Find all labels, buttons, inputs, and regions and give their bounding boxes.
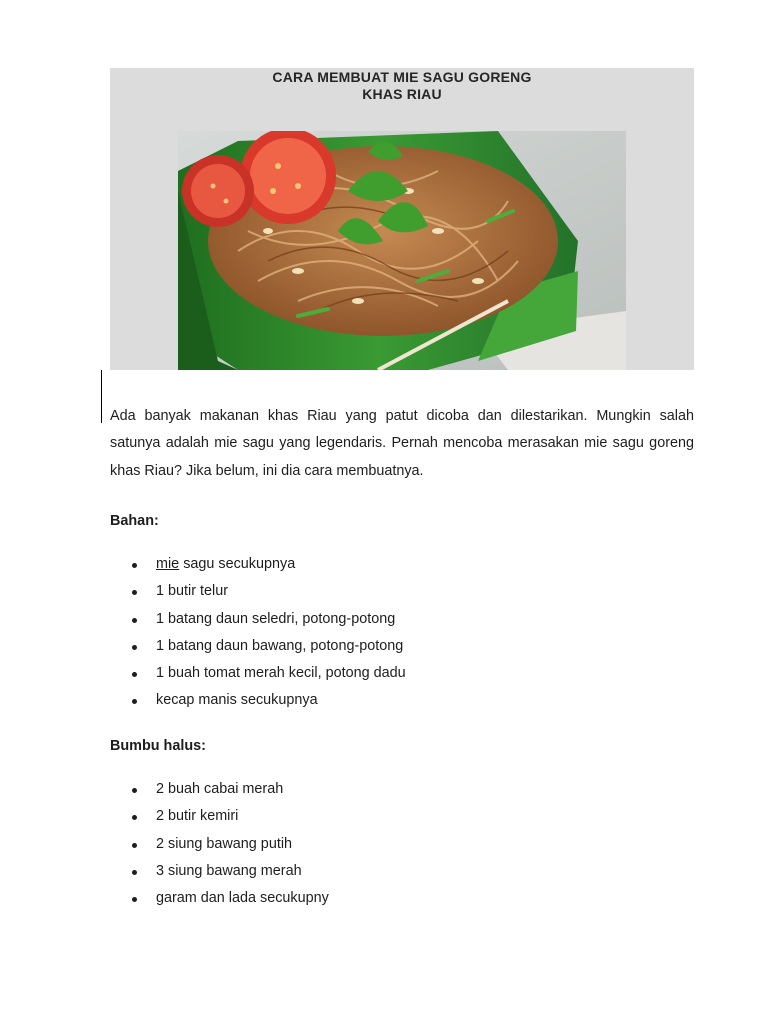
- list-item: [110, 861, 329, 888]
- list-item-text: 2 siung bawang putih: [156, 835, 293, 852]
- intro-paragraph: Ada banyak makanan khas Riau yang patut dicoba dan dilestarikan. Mungkin salah satunya adalah mie sagu yang legendaris. Pernah mencoba merasakan mie sagu goreng khas Riau? Jika belum, ini dia cara membuatnya.: [110, 408, 694, 479]
- bumbu-heading: Bumbu halus:: [110, 738, 206, 754]
- list-item: [110, 779, 329, 806]
- document-title: [110, 69, 694, 103]
- bahan-list: [110, 554, 406, 718]
- bahan-heading: Bahan:: [110, 513, 159, 529]
- list-item-text: 2 butir kemiri: [156, 808, 239, 825]
- list-item-text: 2 buah cabai merah: [156, 781, 284, 797]
- list-item-text: kecap manis secukupnya: [156, 692, 318, 709]
- list-item: [110, 663, 406, 690]
- bumbu-list: [110, 779, 329, 915]
- list-item: [110, 834, 329, 861]
- list-item-text: sagu secukupnya: [179, 556, 296, 572]
- underlined-word: mie: [156, 556, 180, 572]
- food-photo: [178, 131, 626, 370]
- title-line-2: KHAS RIAU: [362, 86, 442, 102]
- list-item-text: 1 butir telur: [156, 583, 228, 600]
- list-item: [110, 806, 329, 833]
- title-line-1: CARA MEMBUAT MIE SAGU GORENG: [272, 69, 532, 85]
- list-item: [110, 690, 406, 717]
- list-item: [110, 581, 406, 608]
- list-item: [110, 636, 406, 663]
- list-item-text: 3 siung bawang merah: [156, 862, 302, 879]
- list-item: [110, 554, 406, 581]
- text-cursor: [101, 370, 102, 423]
- list-item-text: 1 batang daun seledri, potong-potong: [156, 610, 396, 627]
- list-item-text: garam dan lada secukupny: [156, 890, 329, 907]
- mie-sagu-photo-illustration: [178, 131, 626, 370]
- list-item: [110, 888, 329, 915]
- list-item-text: 1 buah tomat merah kecil, potong dadu: [156, 665, 406, 682]
- list-item-text: 1 batang daun bawang, potong-potong: [156, 637, 404, 654]
- list-item: [110, 609, 406, 636]
